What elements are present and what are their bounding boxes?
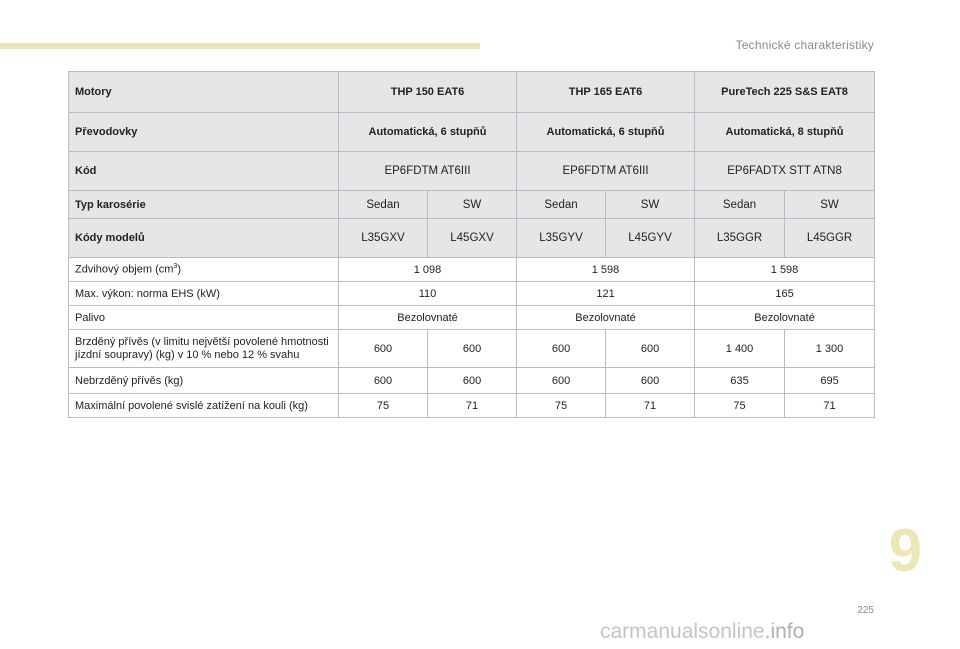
row-label: Motory <box>69 72 339 113</box>
table-row-vertical-load <box>69 394 875 418</box>
row-label: Kódy modelů <box>69 219 339 258</box>
unbraked-cell: 600 <box>428 368 517 394</box>
table-row-braked-trailer <box>69 330 875 368</box>
row-label: Typ karosérie <box>69 191 339 219</box>
table-row-gearboxes <box>69 113 875 152</box>
gearbox-cell: Automatická, 6 stupňů <box>339 113 517 152</box>
power-cell: 165 <box>695 282 875 306</box>
braked-cell: 600 <box>428 330 517 368</box>
body-cell: SW <box>606 191 695 219</box>
braked-cell: 1 300 <box>785 330 875 368</box>
model-cell: L35GYV <box>517 219 606 258</box>
row-label: Nebrzděný přívěs (kg) <box>69 368 339 394</box>
row-label: Palivo <box>69 306 339 330</box>
model-cell: L45GXV <box>428 219 517 258</box>
row-label: Kód <box>69 152 339 191</box>
code-cell: EP6FDTM AT6III <box>517 152 695 191</box>
engine-cell: THP 165 EAT6 <box>517 72 695 113</box>
table-row-body-types <box>69 191 875 219</box>
code-cell: EP6FDTM AT6III <box>339 152 517 191</box>
row-label: Max. výkon: norma EHS (kW) <box>69 282 339 306</box>
vertical-load-cell: 71 <box>428 394 517 418</box>
chapter-number: 9 <box>888 517 922 584</box>
gearbox-cell: Automatická, 6 stupňů <box>517 113 695 152</box>
displacement-superscript: 3 <box>173 263 178 271</box>
unbraked-cell: 600 <box>517 368 606 394</box>
table-row-unbraked-trailer <box>69 368 875 394</box>
body-cell: SW <box>428 191 517 219</box>
braked-cell: 1 400 <box>695 330 785 368</box>
vertical-load-cell: 71 <box>606 394 695 418</box>
model-cell: L45GGR <box>785 219 875 258</box>
row-label: Převodovky <box>69 113 339 152</box>
section-title: Technické charakteristiky <box>735 38 874 52</box>
unbraked-cell: 695 <box>785 368 875 394</box>
engine-cell: THP 150 EAT6 <box>339 72 517 113</box>
code-cell: EP6FADTX STT ATN8 <box>695 152 875 191</box>
row-label: Maximální povolené svislé zatížení na kouli (kg) <box>69 394 339 418</box>
displacement-label-suffix: ) <box>177 263 181 276</box>
fuel-cell: Bezolovnaté <box>339 306 517 330</box>
table-row-model-codes <box>69 219 875 258</box>
body-cell: Sedan <box>339 191 428 219</box>
unbraked-cell: 635 <box>695 368 785 394</box>
braked-cell: 600 <box>606 330 695 368</box>
displacement-cell: 1 598 <box>695 258 875 282</box>
watermark-domain: .info <box>764 620 805 643</box>
page-number: 225 <box>857 605 874 616</box>
row-label <box>69 258 339 282</box>
braked-cell: 600 <box>517 330 606 368</box>
gearbox-cell: Automatická, 8 stupňů <box>695 113 875 152</box>
vertical-load-cell: 71 <box>785 394 875 418</box>
unbraked-cell: 600 <box>606 368 695 394</box>
body-cell: Sedan <box>517 191 606 219</box>
vertical-load-cell: 75 <box>517 394 606 418</box>
table-row-codes <box>69 152 875 191</box>
fuel-cell: Bezolovnaté <box>517 306 695 330</box>
row-label: Brzděný přívěs (v limitu největší povolené hmotnosti jízdní soupravy) (kg) v 10 % nebo 12 % svahu <box>69 330 339 368</box>
vertical-load-cell: 75 <box>339 394 428 418</box>
fuel-cell: Bezolovnaté <box>695 306 875 330</box>
model-cell: L45GYV <box>606 219 695 258</box>
power-cell: 121 <box>517 282 695 306</box>
table-row-engines <box>69 72 875 113</box>
watermark <box>600 620 804 644</box>
body-cell: Sedan <box>695 191 785 219</box>
table-row-displacement <box>69 258 875 282</box>
header-accent-bar <box>0 43 480 49</box>
displacement-label: Zdvihový objem (cm <box>75 263 174 276</box>
engine-cell: PureTech 225 S&S EAT8 <box>695 72 875 113</box>
model-cell: L35GXV <box>339 219 428 258</box>
vertical-load-cell: 75 <box>695 394 785 418</box>
table-row-fuel <box>69 306 875 330</box>
displacement-cell: 1 098 <box>339 258 517 282</box>
watermark-text: carmanualsonline <box>600 620 765 643</box>
power-cell: 110 <box>339 282 517 306</box>
body-cell: SW <box>785 191 875 219</box>
model-cell: L35GGR <box>695 219 785 258</box>
specifications-table <box>68 71 875 418</box>
braked-cell: 600 <box>339 330 428 368</box>
displacement-cell: 1 598 <box>517 258 695 282</box>
table-row-power <box>69 282 875 306</box>
unbraked-cell: 600 <box>339 368 428 394</box>
